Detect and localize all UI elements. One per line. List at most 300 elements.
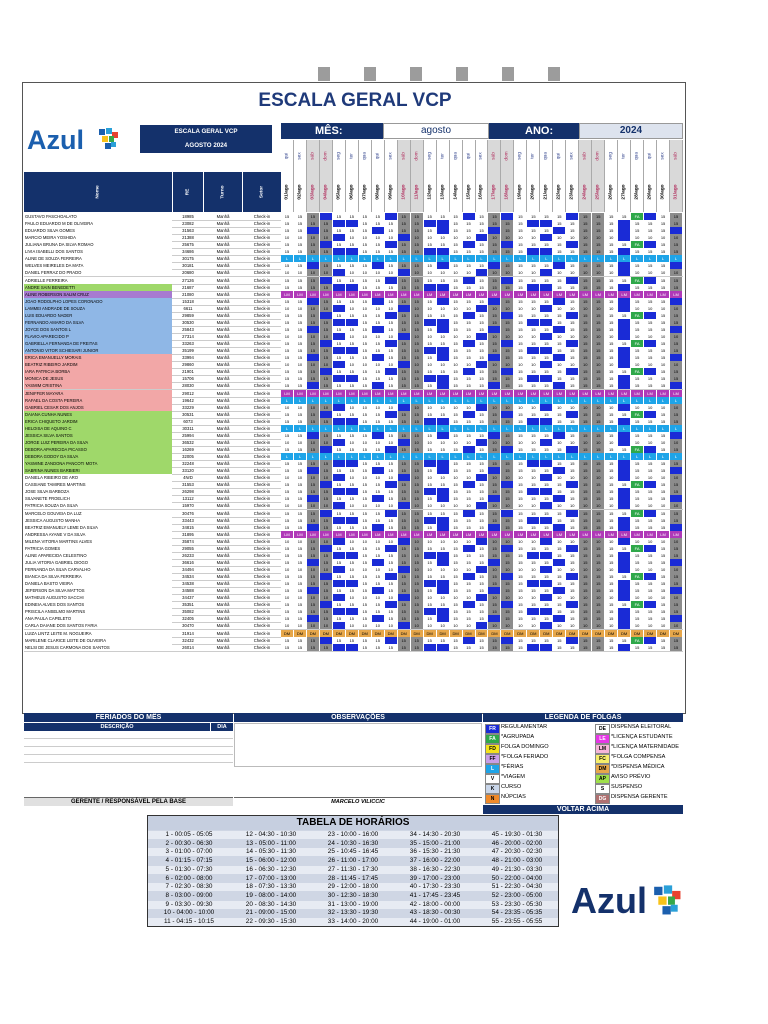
day-cell[interactable]: 15 — [592, 248, 605, 255]
day-cell[interactable] — [463, 340, 476, 347]
day-cell[interactable]: 15 — [631, 326, 644, 333]
day-cell[interactable]: LM — [411, 291, 424, 298]
day-cell[interactable]: LM — [501, 531, 514, 538]
day-cell[interactable]: 15 — [670, 510, 683, 517]
day-cell[interactable] — [618, 227, 631, 234]
day-cell[interactable]: 15 — [463, 587, 476, 594]
day-cell[interactable]: 10 — [320, 269, 333, 276]
day-cell[interactable]: 15 — [411, 354, 424, 361]
day-cell[interactable]: 15 — [514, 559, 527, 566]
day-cell[interactable] — [463, 411, 476, 418]
day-cell[interactable]: 10 — [501, 305, 514, 312]
day-cell[interactable]: L — [424, 453, 437, 460]
day-cell[interactable]: 10 — [359, 622, 372, 629]
day-cell[interactable]: 15 — [670, 517, 683, 524]
day-cell[interactable]: 15 — [372, 637, 385, 644]
day-cell[interactable] — [307, 298, 320, 305]
day-cell[interactable]: LM — [618, 390, 631, 397]
day-cell[interactable]: 10 — [463, 502, 476, 509]
day-cell[interactable] — [540, 404, 553, 411]
day-cell[interactable]: 15 — [527, 227, 540, 234]
day-cell[interactable]: 10 — [437, 234, 450, 241]
day-cell[interactable]: 15 — [476, 262, 489, 269]
day-cell[interactable]: 15 — [514, 524, 527, 531]
day-cell[interactable]: 10 — [437, 269, 450, 276]
day-cell[interactable]: 10 — [372, 474, 385, 481]
day-cell[interactable]: LM — [527, 390, 540, 397]
day-cell[interactable]: 10 — [385, 305, 398, 312]
day-cell[interactable]: 10 — [657, 502, 670, 509]
day-cell[interactable]: L — [307, 425, 320, 432]
day-cell[interactable]: 15 — [346, 573, 359, 580]
day-cell[interactable]: 15 — [437, 446, 450, 453]
day-cell[interactable]: 15 — [333, 637, 346, 644]
day-cell[interactable]: 15 — [579, 382, 592, 389]
day-cell[interactable]: 15 — [385, 587, 398, 594]
day-cell[interactable]: 15 — [501, 347, 514, 354]
day-cell[interactable] — [501, 213, 514, 220]
day-cell[interactable] — [437, 495, 450, 502]
day-cell[interactable]: 10 — [631, 622, 644, 629]
day-cell[interactable]: 15 — [359, 481, 372, 488]
day-cell[interactable]: LM — [359, 291, 372, 298]
day-cell[interactable] — [333, 319, 346, 326]
day-cell[interactable] — [527, 644, 540, 651]
day-cell[interactable]: LM — [437, 531, 450, 538]
day-cell[interactable]: LM — [372, 531, 385, 538]
day-cell[interactable]: 15 — [514, 220, 527, 227]
day-cell[interactable]: L — [605, 453, 618, 460]
day-cell[interactable] — [385, 601, 398, 608]
day-cell[interactable]: 15 — [514, 368, 527, 375]
day-cell[interactable]: 15 — [605, 446, 618, 453]
day-cell[interactable]: 15 — [476, 227, 489, 234]
day-cell[interactable]: 15 — [566, 467, 579, 474]
day-cell[interactable]: L — [424, 255, 437, 262]
day-cell[interactable]: 15 — [514, 319, 527, 326]
day-cell[interactable]: 15 — [320, 460, 333, 467]
day-cell[interactable]: 15 — [488, 220, 501, 227]
day-cell[interactable]: 10 — [424, 474, 437, 481]
day-cell[interactable]: 10 — [294, 333, 307, 340]
day-cell[interactable]: 15 — [385, 347, 398, 354]
day-cell[interactable]: 15 — [463, 608, 476, 615]
day-cell[interactable]: 10 — [501, 439, 514, 446]
day-cell[interactable]: 10 — [553, 566, 566, 573]
day-cell[interactable]: 15 — [320, 326, 333, 333]
day-cell[interactable]: 10 — [670, 502, 683, 509]
day-cell[interactable]: L — [320, 425, 333, 432]
day-cell[interactable]: 15 — [540, 559, 553, 566]
day-cell[interactable] — [644, 312, 657, 319]
day-cell[interactable]: 15 — [294, 241, 307, 248]
day-cell[interactable]: L — [476, 255, 489, 262]
day-cell[interactable] — [644, 481, 657, 488]
day-cell[interactable]: 15 — [488, 340, 501, 347]
day-cell[interactable]: 15 — [281, 481, 294, 488]
day-cell[interactable]: 15 — [527, 213, 540, 220]
day-cell[interactable]: 15 — [294, 319, 307, 326]
day-cell[interactable] — [320, 510, 333, 517]
day-cell[interactable] — [644, 213, 657, 220]
day-cell[interactable]: 10 — [359, 439, 372, 446]
day-cell[interactable]: L — [644, 453, 657, 460]
day-cell[interactable]: 15 — [579, 495, 592, 502]
day-cell[interactable]: L — [514, 255, 527, 262]
day-cell[interactable]: 10 — [670, 333, 683, 340]
day-cell[interactable]: 10 — [450, 305, 463, 312]
day-cell[interactable] — [566, 411, 579, 418]
day-cell[interactable] — [670, 524, 683, 531]
day-cell[interactable]: 10 — [566, 439, 579, 446]
day-cell[interactable]: 15 — [527, 298, 540, 305]
day-cell[interactable]: 10 — [450, 474, 463, 481]
day-cell[interactable]: LM — [540, 390, 553, 397]
day-cell[interactable]: 15 — [553, 319, 566, 326]
day-cell[interactable]: 15 — [320, 227, 333, 234]
day-cell[interactable]: 15 — [670, 608, 683, 615]
day-cell[interactable]: 15 — [644, 517, 657, 524]
day-cell[interactable]: 15 — [411, 375, 424, 382]
day-cell[interactable]: FA — [631, 545, 644, 552]
day-cell[interactable] — [540, 439, 553, 446]
day-cell[interactable]: 15 — [514, 573, 527, 580]
day-cell[interactable]: 15 — [566, 488, 579, 495]
day-cell[interactable]: DM — [657, 630, 670, 637]
day-cell[interactable]: 15 — [644, 488, 657, 495]
day-cell[interactable]: 15 — [359, 601, 372, 608]
day-cell[interactable] — [618, 594, 631, 601]
day-cell[interactable]: 15 — [333, 326, 346, 333]
day-cell[interactable]: 15 — [514, 587, 527, 594]
day-cell[interactable]: 15 — [592, 580, 605, 587]
day-cell[interactable]: LM — [657, 390, 670, 397]
day-cell[interactable]: 15 — [346, 411, 359, 418]
day-cell[interactable]: 15 — [618, 241, 631, 248]
day-cell[interactable]: 15 — [346, 326, 359, 333]
day-cell[interactable]: 15 — [514, 637, 527, 644]
day-cell[interactable]: 15 — [670, 552, 683, 559]
day-cell[interactable]: 10 — [385, 502, 398, 509]
day-cell[interactable]: 15 — [476, 375, 489, 382]
day-cell[interactable]: 10 — [670, 566, 683, 573]
day-cell[interactable]: LM — [385, 390, 398, 397]
day-cell[interactable]: 15 — [501, 284, 514, 291]
day-cell[interactable]: 15 — [320, 375, 333, 382]
day-cell[interactable]: 15 — [333, 446, 346, 453]
day-cell[interactable]: 15 — [359, 354, 372, 361]
day-cell[interactable]: 10 — [437, 538, 450, 545]
day-cell[interactable]: LM — [670, 291, 683, 298]
day-cell[interactable]: 15 — [501, 227, 514, 234]
day-cell[interactable]: 10 — [294, 566, 307, 573]
day-cell[interactable]: L — [346, 255, 359, 262]
day-cell[interactable] — [644, 510, 657, 517]
day-cell[interactable]: 15 — [605, 573, 618, 580]
day-cell[interactable]: 15 — [476, 418, 489, 425]
day-cell[interactable]: 10 — [411, 502, 424, 509]
day-cell[interactable]: L — [307, 397, 320, 404]
day-cell[interactable] — [670, 354, 683, 361]
day-cell[interactable]: 10 — [372, 594, 385, 601]
day-cell[interactable] — [618, 524, 631, 531]
day-cell[interactable] — [398, 234, 411, 241]
day-cell[interactable]: 10 — [450, 594, 463, 601]
day-cell[interactable] — [385, 213, 398, 220]
day-cell[interactable]: 15 — [450, 347, 463, 354]
day-cell[interactable]: L — [618, 453, 631, 460]
day-cell[interactable]: 15 — [463, 460, 476, 467]
day-cell[interactable]: 10 — [320, 333, 333, 340]
day-cell[interactable]: 15 — [670, 284, 683, 291]
day-cell[interactable]: 15 — [450, 524, 463, 531]
day-cell[interactable]: 15 — [657, 213, 670, 220]
day-cell[interactable]: 15 — [605, 277, 618, 284]
day-cell[interactable]: 10 — [527, 269, 540, 276]
day-cell[interactable]: 15 — [527, 545, 540, 552]
day-cell[interactable]: 15 — [359, 467, 372, 474]
day-cell[interactable]: 15 — [514, 284, 527, 291]
day-cell[interactable]: 15 — [307, 580, 320, 587]
day-cell[interactable]: 10 — [359, 269, 372, 276]
day-cell[interactable]: 15 — [476, 510, 489, 517]
day-cell[interactable]: 15 — [553, 248, 566, 255]
day-cell[interactable]: 15 — [476, 340, 489, 347]
day-cell[interactable]: 15 — [320, 319, 333, 326]
day-cell[interactable] — [553, 467, 566, 474]
day-cell[interactable]: 10 — [385, 439, 398, 446]
day-cell[interactable]: 15 — [514, 460, 527, 467]
day-cell[interactable]: 10 — [424, 333, 437, 340]
day-cell[interactable]: 15 — [294, 495, 307, 502]
day-cell[interactable]: 15 — [385, 298, 398, 305]
day-cell[interactable]: 15 — [333, 601, 346, 608]
day-cell[interactable]: 10 — [514, 439, 527, 446]
day-cell[interactable]: L — [294, 425, 307, 432]
day-cell[interactable] — [463, 601, 476, 608]
day-cell[interactable]: 15 — [527, 587, 540, 594]
day-cell[interactable]: L — [385, 425, 398, 432]
day-cell[interactable]: 15 — [294, 608, 307, 615]
day-cell[interactable] — [644, 545, 657, 552]
day-cell[interactable]: 15 — [450, 227, 463, 234]
day-cell[interactable]: 10 — [346, 439, 359, 446]
day-cell[interactable]: 15 — [476, 432, 489, 439]
day-cell[interactable]: 15 — [294, 298, 307, 305]
day-cell[interactable]: DM — [644, 630, 657, 637]
day-cell[interactable]: 15 — [631, 347, 644, 354]
day-cell[interactable]: 10 — [514, 538, 527, 545]
day-cell[interactable]: 15 — [631, 495, 644, 502]
day-cell[interactable]: 10 — [644, 269, 657, 276]
day-cell[interactable] — [618, 354, 631, 361]
day-cell[interactable]: 15 — [514, 227, 527, 234]
day-cell[interactable]: 15 — [294, 248, 307, 255]
day-cell[interactable]: 15 — [540, 277, 553, 284]
day-cell[interactable]: 15 — [333, 467, 346, 474]
day-cell[interactable]: 15 — [372, 368, 385, 375]
day-cell[interactable]: 15 — [605, 262, 618, 269]
day-cell[interactable] — [333, 580, 346, 587]
day-cell[interactable] — [437, 298, 450, 305]
day-cell[interactable]: L — [527, 453, 540, 460]
day-cell[interactable] — [307, 262, 320, 269]
day-cell[interactable]: LM — [579, 390, 592, 397]
day-cell[interactable]: 15 — [450, 545, 463, 552]
day-cell[interactable]: 15 — [372, 580, 385, 587]
day-cell[interactable] — [424, 375, 437, 382]
day-cell[interactable]: 15 — [566, 432, 579, 439]
day-cell[interactable] — [618, 298, 631, 305]
day-cell[interactable]: 15 — [372, 340, 385, 347]
day-cell[interactable]: 15 — [670, 601, 683, 608]
day-cell[interactable]: 10 — [592, 269, 605, 276]
day-cell[interactable]: 15 — [476, 467, 489, 474]
day-cell[interactable]: 10 — [527, 538, 540, 545]
day-cell[interactable] — [553, 354, 566, 361]
day-cell[interactable]: 15 — [566, 418, 579, 425]
day-cell[interactable] — [333, 284, 346, 291]
day-cell[interactable]: 15 — [294, 227, 307, 234]
day-cell[interactable]: LM — [346, 531, 359, 538]
day-cell[interactable]: 15 — [618, 446, 631, 453]
day-cell[interactable]: 15 — [592, 608, 605, 615]
day-cell[interactable]: 15 — [463, 375, 476, 382]
day-cell[interactable]: 15 — [488, 418, 501, 425]
day-cell[interactable]: L — [553, 255, 566, 262]
day-cell[interactable] — [463, 637, 476, 644]
day-cell[interactable]: 15 — [424, 615, 437, 622]
day-cell[interactable]: 10 — [514, 305, 527, 312]
day-cell[interactable]: 10 — [359, 566, 372, 573]
day-cell[interactable]: 15 — [385, 460, 398, 467]
day-cell[interactable]: 10 — [501, 566, 514, 573]
day-cell[interactable]: L — [411, 397, 424, 404]
day-cell[interactable]: L — [514, 425, 527, 432]
day-cell[interactable]: 15 — [553, 368, 566, 375]
day-cell[interactable]: 15 — [450, 262, 463, 269]
day-cell[interactable] — [553, 524, 566, 531]
day-cell[interactable]: 15 — [527, 524, 540, 531]
day-cell[interactable]: 15 — [411, 573, 424, 580]
day-cell[interactable]: 10 — [657, 622, 670, 629]
day-cell[interactable]: L — [463, 425, 476, 432]
day-cell[interactable] — [307, 495, 320, 502]
day-cell[interactable]: 15 — [281, 573, 294, 580]
day-cell[interactable]: 15 — [320, 382, 333, 389]
day-cell[interactable] — [333, 594, 346, 601]
day-cell[interactable]: 15 — [359, 347, 372, 354]
day-cell[interactable]: 15 — [527, 467, 540, 474]
day-cell[interactable]: 15 — [501, 382, 514, 389]
day-cell[interactable] — [437, 580, 450, 587]
day-cell[interactable]: 15 — [605, 587, 618, 594]
day-cell[interactable] — [463, 368, 476, 375]
day-cell[interactable]: LM — [463, 291, 476, 298]
day-cell[interactable]: 15 — [631, 644, 644, 651]
day-cell[interactable]: 15 — [346, 298, 359, 305]
day-cell[interactable]: 10 — [514, 269, 527, 276]
day-cell[interactable]: 10 — [527, 234, 540, 241]
day-cell[interactable]: LM — [553, 291, 566, 298]
day-cell[interactable]: 15 — [631, 432, 644, 439]
day-cell[interactable]: 15 — [385, 227, 398, 234]
day-cell[interactable]: LM — [307, 390, 320, 397]
day-cell[interactable]: 15 — [450, 312, 463, 319]
day-cell[interactable]: 15 — [437, 340, 450, 347]
day-cell[interactable]: 15 — [424, 587, 437, 594]
day-cell[interactable] — [527, 488, 540, 495]
day-cell[interactable]: 10 — [437, 622, 450, 629]
day-cell[interactable]: 15 — [450, 354, 463, 361]
day-cell[interactable]: 10 — [411, 566, 424, 573]
day-cell[interactable]: LM — [605, 291, 618, 298]
day-cell[interactable]: 15 — [514, 312, 527, 319]
day-cell[interactable]: 15 — [579, 312, 592, 319]
day-cell[interactable] — [320, 545, 333, 552]
day-cell[interactable] — [476, 439, 489, 446]
day-cell[interactable]: L — [450, 453, 463, 460]
day-cell[interactable] — [527, 248, 540, 255]
day-cell[interactable]: 15 — [372, 312, 385, 319]
observations-area[interactable] — [234, 723, 482, 767]
day-cell[interactable]: 15 — [540, 587, 553, 594]
day-cell[interactable]: 15 — [631, 227, 644, 234]
day-cell[interactable]: 15 — [670, 220, 683, 227]
day-cell[interactable]: 15 — [398, 615, 411, 622]
day-cell[interactable] — [320, 368, 333, 375]
day-cell[interactable]: 15 — [411, 580, 424, 587]
day-cell[interactable]: 15 — [346, 213, 359, 220]
day-cell[interactable] — [618, 361, 631, 368]
day-cell[interactable]: LM — [333, 390, 346, 397]
day-cell[interactable]: 15 — [320, 552, 333, 559]
day-cell[interactable]: 15 — [618, 411, 631, 418]
day-cell[interactable]: 15 — [424, 601, 437, 608]
day-cell[interactable] — [398, 566, 411, 573]
day-cell[interactable]: 15 — [372, 573, 385, 580]
day-cell[interactable] — [566, 340, 579, 347]
day-cell[interactable]: 15 — [450, 213, 463, 220]
day-cell[interactable]: 15 — [281, 488, 294, 495]
day-cell[interactable]: 10 — [307, 538, 320, 545]
day-cell[interactable]: 15 — [514, 481, 527, 488]
day-cell[interactable] — [644, 368, 657, 375]
day-cell[interactable]: 10 — [359, 404, 372, 411]
day-cell[interactable]: 15 — [307, 347, 320, 354]
day-cell[interactable]: 10 — [320, 622, 333, 629]
day-cell[interactable] — [437, 354, 450, 361]
day-cell[interactable]: LM — [385, 531, 398, 538]
day-cell[interactable]: 15 — [644, 284, 657, 291]
day-cell[interactable] — [540, 552, 553, 559]
day-cell[interactable]: 10 — [359, 305, 372, 312]
day-cell[interactable]: 10 — [605, 594, 618, 601]
day-cell[interactable] — [553, 432, 566, 439]
day-cell[interactable]: 15 — [398, 481, 411, 488]
day-cell[interactable]: 15 — [579, 545, 592, 552]
day-cell[interactable]: 15 — [411, 277, 424, 284]
day-cell[interactable]: 15 — [579, 580, 592, 587]
day-cell[interactable]: 15 — [359, 277, 372, 284]
day-cell[interactable]: 15 — [476, 319, 489, 326]
day-cell[interactable]: 15 — [333, 312, 346, 319]
day-cell[interactable] — [372, 467, 385, 474]
day-cell[interactable]: LM — [372, 291, 385, 298]
day-cell[interactable] — [346, 248, 359, 255]
day-cell[interactable]: DM — [476, 630, 489, 637]
day-cell[interactable] — [527, 375, 540, 382]
